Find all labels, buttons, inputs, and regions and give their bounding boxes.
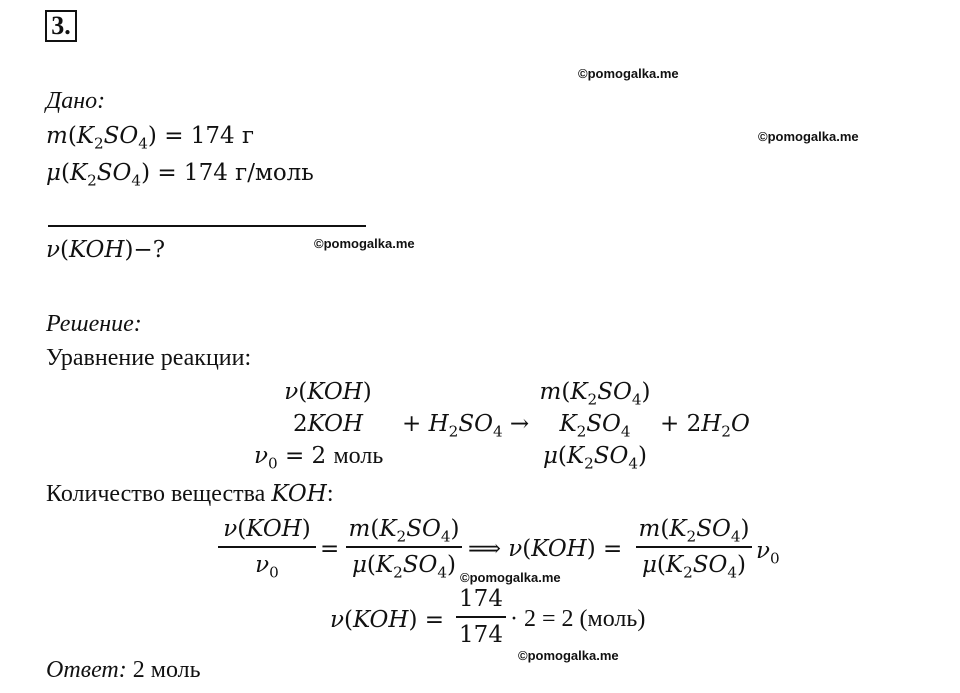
calc-denominator: 174	[459, 622, 503, 648]
find-line: ν(KOH)−?	[46, 237, 166, 263]
watermark: ©pomogalka.me	[578, 66, 679, 81]
solution-heading: Решение:	[46, 311, 142, 337]
watermark: ©pomogalka.me	[314, 236, 415, 251]
calc-rhs: · 2 = 2 (моль)	[510, 606, 646, 632]
reaction-tail: + $2H_2O$	[660, 411, 750, 441]
calc-lhs: ν(KOH) =	[330, 607, 445, 633]
reaction-below-right: $\mu(K_2SO_4)$	[542, 443, 648, 473]
given-molar-mass: $\mu(K_2SO_4) = 174$ г/моль	[46, 160, 314, 190]
amount-caption: Количество вещества KOH:	[46, 481, 334, 507]
reaction-above-left: ν(KOH)	[284, 379, 372, 405]
reaction-above-right: $m(K_2SO_4)$	[539, 379, 651, 409]
watermark: ©pomogalka.me	[460, 570, 561, 585]
given-divider	[48, 225, 366, 227]
task-number: 3.	[45, 10, 77, 42]
formula-implies: ⟹ ν(KOH) =	[468, 536, 623, 562]
watermark: ©pomogalka.me	[758, 129, 859, 144]
calc-numerator: 174	[459, 586, 503, 612]
answer-label: Ответ:	[46, 657, 127, 683]
fraction-m-over-mu-result: $m(K_2SO_4)$ $\mu(K_2SO_4)$	[636, 514, 752, 580]
answer	[46, 657, 201, 684]
watermark: ©pomogalka.me	[518, 648, 619, 663]
calc-fraction	[456, 584, 506, 650]
answer-value: 2 моль	[132, 657, 201, 683]
reaction-middle: + $H_2SO_4$ →	[402, 411, 530, 441]
given-heading: Дано:	[46, 88, 106, 114]
formula-equals: =	[320, 536, 340, 562]
reaction-below-left: $\nu_0 = 2$ моль	[254, 443, 384, 473]
reaction-left: 2KOH	[292, 411, 364, 437]
formula-nu0: $\nu_0$	[756, 538, 780, 568]
fraction-m-over-mu: $m(K_2SO_4)$ $\mu(K_2SO_4)$	[346, 514, 462, 580]
given-mass: $m(K_2SO_4) = 174$ г	[46, 123, 255, 153]
reaction-caption: Уравнение реакции:	[46, 345, 252, 371]
reaction-right: $K_2SO_4$	[559, 411, 631, 441]
fraction-nu-over-nu0: ν(KOH) $\nu_0$	[218, 514, 316, 580]
